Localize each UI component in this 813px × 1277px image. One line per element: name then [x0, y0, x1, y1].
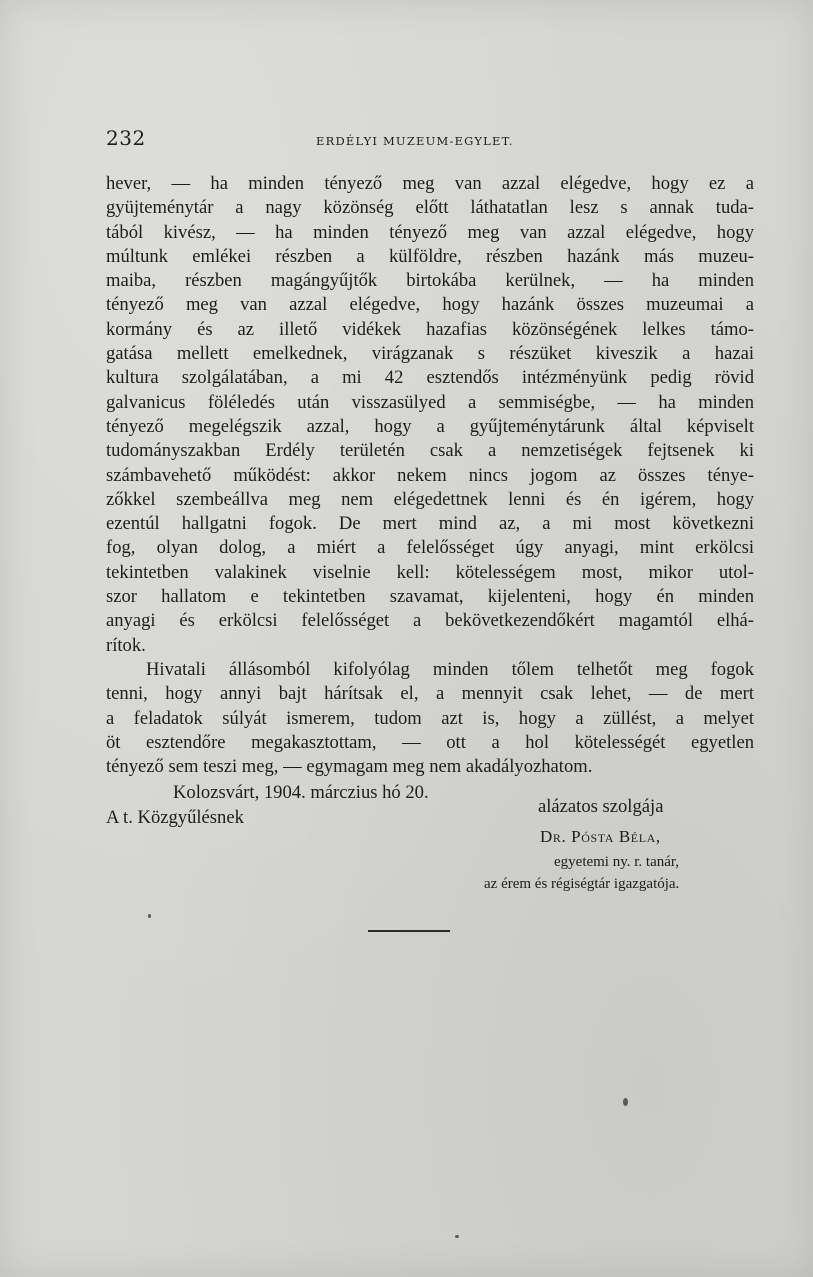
- place-date: Kolozsvárt, 1904. márczius hó 20.: [173, 782, 429, 804]
- text-line: rítok.: [106, 634, 146, 656]
- page-header: [106, 126, 756, 156]
- text-line: gatása mellett emelkednek, virágzanak s részüket kiveszik a hazai: [106, 343, 754, 365]
- text-line: zőkkel szembeállva meg nem elégedettnek lenni és én igérem, hogy: [106, 488, 754, 510]
- text-line: tenni, hogy annyi bajt hárítsak el, a mennyit csak lehet, — de mert: [106, 683, 754, 705]
- text-line: a feladatok súlyát ismerem, tudom azt is, hogy a züllést, a melyet: [106, 707, 754, 729]
- text-line: Hivatali állásomból kifolyólag minden tőlem telhetőt meg fogok: [146, 658, 754, 680]
- text-line: maiba, részben magángyűjtők birtokába kerülnek, — ha minden: [106, 270, 754, 292]
- text-line: hever, — ha minden tényező meg van azzal elégedve, hogy ez a: [106, 173, 754, 194]
- text-line: kultura szolgálatában, a mi 42 esztendős intézményünk pedig rövid: [106, 367, 754, 389]
- text-line: ezentúl hallgatni fogok. De mert mind az, a mi most következni: [106, 513, 754, 535]
- text-line: tényező sem teszi meg, — egymagam meg nem akadályozhatom.: [106, 756, 593, 778]
- body-text: [106, 172, 754, 830]
- running-head: ERDÉLYI MUZEUM-EGYLET.: [316, 134, 514, 148]
- text-line: szor hallatom e tekintetben szavamat, kijelenteni, hogy én minden: [106, 586, 754, 608]
- addressee: A t. Közgyűlésnek: [106, 806, 244, 828]
- closing-rule: [368, 930, 450, 932]
- signature-title: egyetemi ny. r. tanár,: [554, 854, 680, 870]
- text-line: tényező meg van azzal elégedve, hogy hazánk összes muzeumai a: [106, 294, 754, 316]
- paper-speck: [623, 1098, 628, 1106]
- paper-speck: [455, 1235, 459, 1238]
- text-line: múltunk emlékei részben a külföldre, részben hazánk más muzeu-: [106, 245, 754, 267]
- text-line: kormány és az illető vidékek hazafias közönségének lelkes támo-: [106, 318, 754, 340]
- text-line: galvanicus föléledés után visszasülyed a semmiségbe, — ha minden: [106, 391, 754, 413]
- page-number: 232: [106, 126, 146, 150]
- text-line: anyagi és erkölcsi felelősséget a bekövetkezendőkért magamtól elhá-: [106, 610, 754, 632]
- text-line: tudományszakban Erdély területén csak a nemzetiségek fejtsenek ki: [106, 440, 754, 462]
- text-line: tekintetben valakinek viselnie kell: kötelességem most, mikor utol-: [106, 561, 754, 583]
- signature-role: az érem és régiségtár igazgatója.: [484, 876, 680, 892]
- text-line: fog, olyan dolog, a miért a felelősséget úgy anyagi, mint erkölcsi: [106, 537, 754, 559]
- signature-name: Dr. Pósta Béla,: [540, 827, 661, 846]
- text-line: tényező megelégszik azzal, hogy a gyűjteménytárunk által képviselt: [106, 415, 754, 437]
- text-line: számbavehető működést: akkor nekem nincs jogom az összes ténye-: [106, 464, 754, 486]
- paper-speck: [148, 914, 151, 918]
- text-line: öt esztendőre megakasztottam, — ott a hol kötelességét egyetlen: [106, 731, 754, 753]
- text-line: gyüjteménytár a nagy közönség előtt láthatatlan lesz s annak tuda-: [106, 197, 754, 219]
- signature-closing: alázatos szolgája: [538, 796, 664, 817]
- text-line: tából kivész, — ha minden tényező meg van azzal elégedve, hogy: [106, 221, 754, 243]
